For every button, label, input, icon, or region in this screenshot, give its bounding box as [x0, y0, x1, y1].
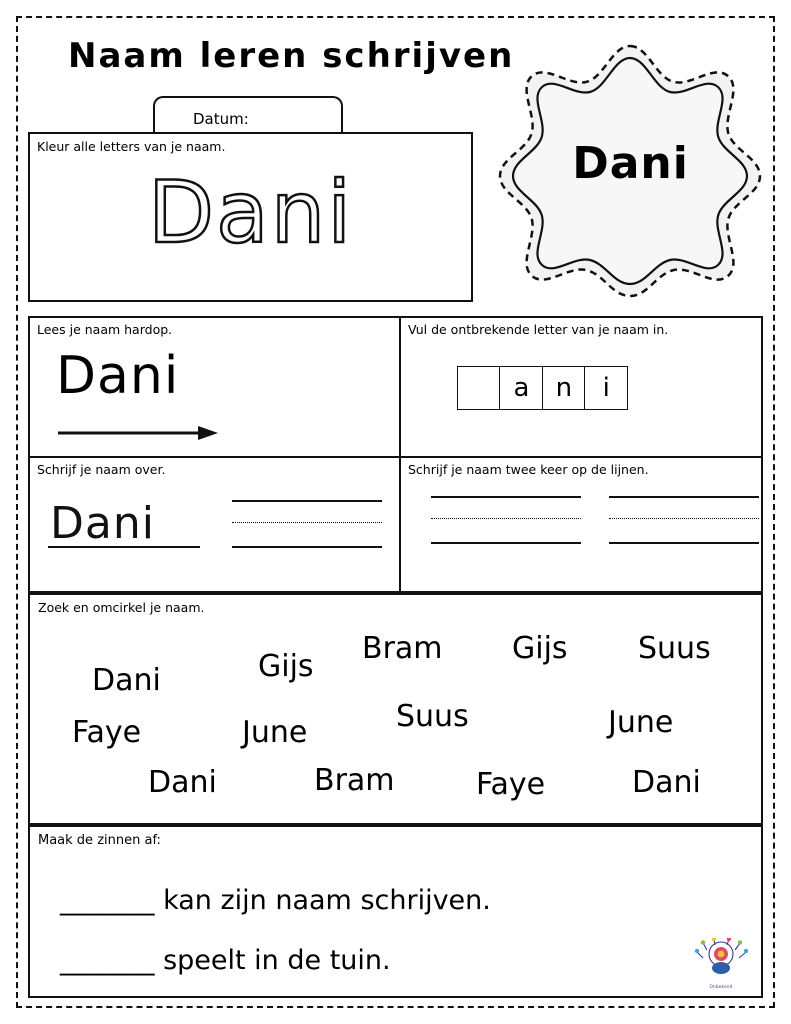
letter-box-blank[interactable] — [457, 366, 501, 410]
word-item[interactable]: Faye — [476, 767, 546, 802]
word-item[interactable]: Dani — [632, 765, 701, 800]
outline-name: Dani — [147, 163, 354, 263]
sentence-line-1[interactable]: _______ kan zijn naam schrijven. — [60, 885, 491, 916]
write-lines-hint: Schrijf je naam twee keer op de lijnen. — [408, 462, 649, 477]
letter-box-n: n — [542, 366, 586, 410]
trace-name-sample: Dani — [50, 498, 155, 549]
word-item[interactable]: Dani — [148, 765, 217, 800]
word-item[interactable]: Bram — [314, 763, 395, 798]
trace-name-cell — [30, 458, 401, 591]
word-search-box — [28, 593, 763, 825]
word-search-hint: Zoek en omcirkel je naam. — [38, 600, 205, 615]
sentences-box — [28, 825, 763, 998]
word-item[interactable]: June — [608, 705, 674, 740]
word-item[interactable]: June — [242, 715, 308, 750]
arrow-right-icon — [58, 426, 218, 440]
letter-box-i: i — [584, 366, 628, 410]
worksheet-content — [28, 26, 763, 998]
word-item[interactable]: Gijs — [258, 649, 314, 684]
word-item[interactable]: Gijs — [512, 631, 568, 666]
word-item[interactable]: Suus — [638, 631, 711, 666]
page-title: Naam leren schrijven — [68, 36, 515, 76]
word-item[interactable]: Suus — [396, 699, 469, 734]
publisher-logo — [689, 938, 753, 990]
missing-letter-hint: Vul de ontbrekende letter van je naam in. — [408, 322, 669, 337]
read-aloud-name: Dani — [56, 346, 180, 406]
word-item[interactable]: Bram — [362, 631, 443, 666]
word-item[interactable]: Dani — [92, 663, 161, 698]
color-letters-hint: Kleur alle letters van je naam. — [37, 139, 226, 154]
read-aloud-cell — [30, 318, 401, 458]
color-letters-box — [28, 132, 473, 302]
word-cloud — [30, 595, 761, 823]
badge-name: Dani — [572, 138, 689, 189]
missing-letter-cell — [401, 318, 761, 458]
sentences-hint: Maak de zinnen af: — [38, 833, 161, 848]
sentence-line-2[interactable]: _______ speelt in de tuin. — [60, 945, 391, 976]
word-item[interactable]: Faye — [72, 715, 142, 750]
date-label: Datum: — [193, 110, 249, 128]
peacock-logo-icon — [689, 938, 753, 984]
write-lines-cell — [401, 458, 761, 591]
trace-name-underline — [48, 546, 200, 548]
letter-box-a: a — [499, 366, 543, 410]
letter-box-row — [457, 366, 627, 410]
trace-name-hint: Schrijf je naam over. — [37, 462, 166, 477]
logo-caption: Onbekend — [709, 984, 733, 989]
activity-grid — [28, 316, 763, 593]
read-aloud-hint: Lees je naam hardop. — [37, 322, 173, 337]
name-badge-star — [498, 34, 763, 304]
